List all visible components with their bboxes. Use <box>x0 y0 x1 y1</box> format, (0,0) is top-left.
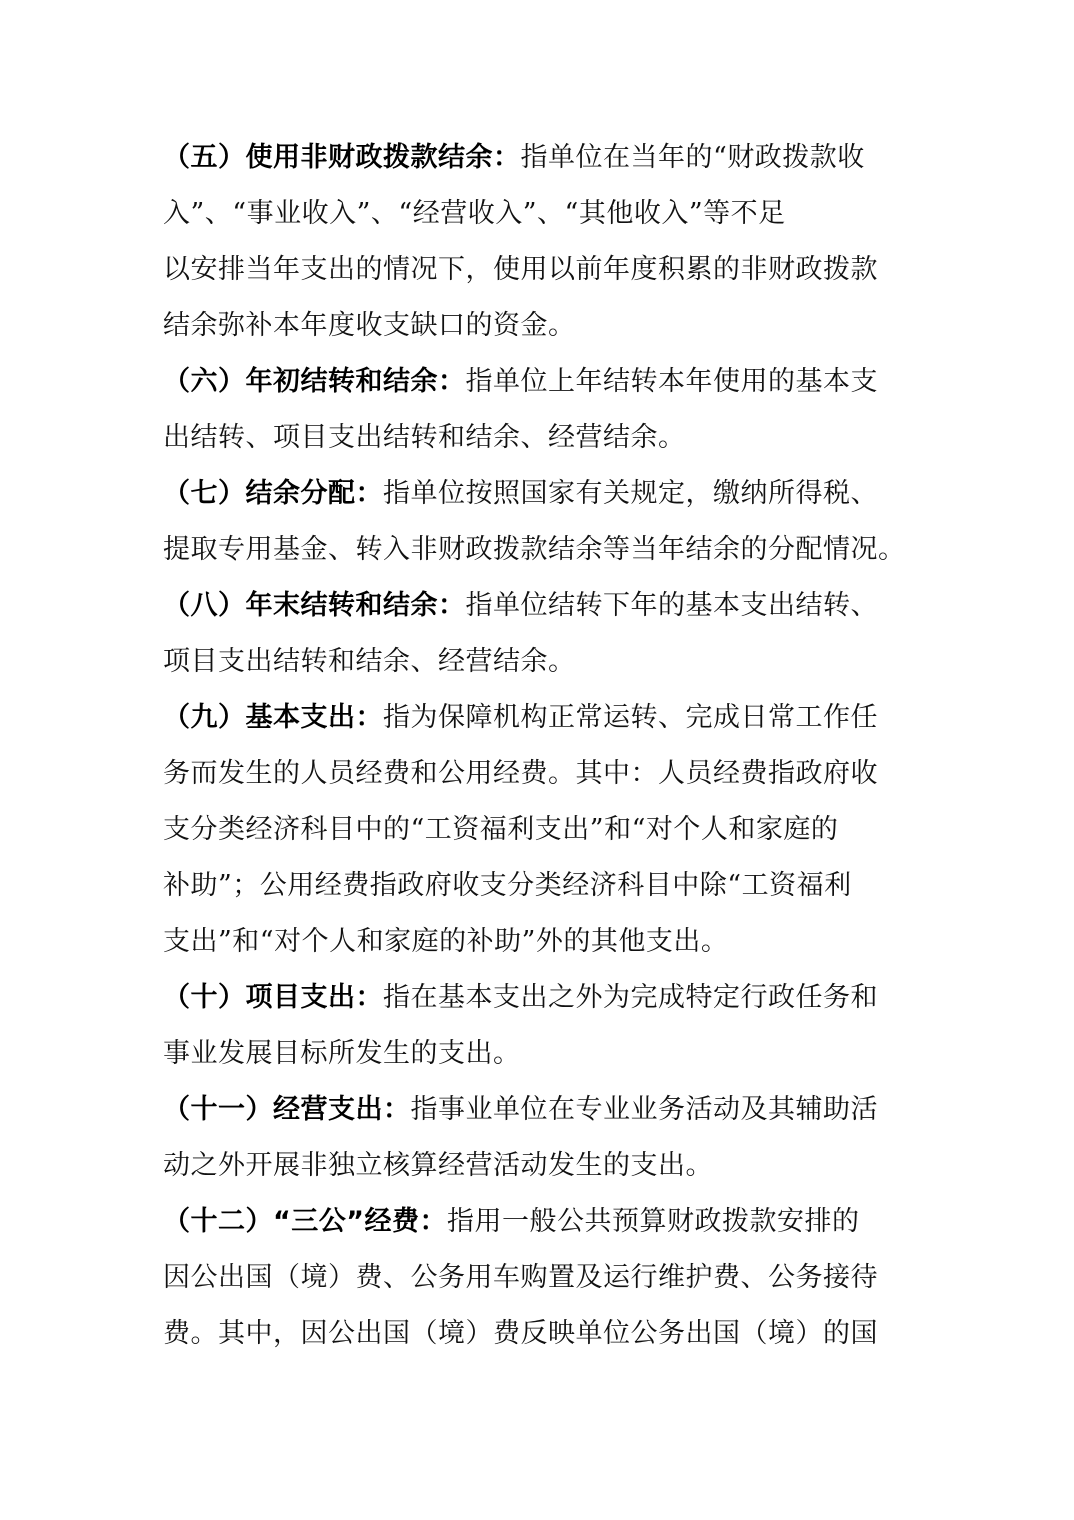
text-line: 补助”；公用经费指政府收支分类经济科目中除“工资福利 <box>163 870 852 901</box>
text-line: 动之外开展非独立核算经营活动发生的支出。 <box>163 1150 713 1181</box>
text-line <box>163 1194 923 1250</box>
text-line: 支分类经济科目中的“工资福利支出”和“对个人和家庭的 <box>163 814 839 845</box>
definition-text: 指用一般公共预算财政拨款安排的 <box>447 1206 860 1237</box>
text-line: 结余弥补本年度收支缺口的资金。 <box>163 310 576 341</box>
text-line <box>163 970 923 1026</box>
definition-text: 指为保障机构正常运转、完成日常工作任 <box>383 702 878 733</box>
term-heading: （九）基本支出： <box>163 702 383 733</box>
definition-text: 指单位按照国家有关规定，缴纳所得税、 <box>383 478 878 509</box>
term-heading: （六）年初结转和结余： <box>163 366 466 397</box>
text-line <box>163 690 923 746</box>
text-line: 以安排当年支出的情况下，使用以前年度积累的非财政拨款 <box>163 254 878 285</box>
paragraph-section-6 <box>163 354 923 466</box>
definition-text: 指单位结转下年的基本支出结转、 <box>465 590 878 621</box>
text-line: 务而发生的人员经费和公用经费。其中：人员经费指政府收 <box>163 758 878 789</box>
paragraph-section-8 <box>163 578 923 690</box>
definition-text: 指单位在当年的“财政拨款收 <box>520 142 865 173</box>
document-body <box>163 130 923 1362</box>
text-line <box>163 130 923 186</box>
definition-text: 指事业单位在专业业务活动及其辅助活 <box>410 1094 878 1125</box>
term-heading: （十一）经营支出： <box>163 1094 411 1125</box>
paragraph-section-10 <box>163 970 923 1082</box>
definition-text: 指单位上年结转本年使用的基本支 <box>465 366 878 397</box>
paragraph-section-7 <box>163 466 923 578</box>
text-line <box>163 1082 923 1138</box>
text-line: 提取专用基金、转入非财政拨款结余等当年结余的分配情况。 <box>163 534 906 565</box>
definition-text: 指在基本支出之外为完成特定行政任务和 <box>383 982 878 1013</box>
term-heading: （七）结余分配： <box>163 478 383 509</box>
text-line <box>163 578 923 634</box>
text-line <box>163 354 923 410</box>
text-line: 因公出国（境）费、公务用车购置及运行维护费、公务接待 <box>163 1262 878 1293</box>
text-line: 入”、“事业收入”、“经营收入”、“其他收入”等不足 <box>163 198 786 229</box>
term-heading: （八）年末结转和结余： <box>163 590 466 621</box>
text-line: 费。其中，因公出国（境）费反映单位公务出国（境）的国 <box>163 1318 878 1349</box>
term-heading: （五）使用非财政拨款结余： <box>163 142 521 173</box>
paragraph-section-12 <box>163 1194 923 1362</box>
paragraph-section-9 <box>163 690 923 970</box>
text-line: 事业发展目标所发生的支出。 <box>163 1038 521 1069</box>
term-heading: （十二）“三公”经费： <box>163 1206 447 1237</box>
text-line: 出结转、项目支出结转和结余、经营结余。 <box>163 422 686 453</box>
text-line: 支出”和“对个人和家庭的补助”外的其他支出。 <box>163 926 729 957</box>
paragraph-section-11 <box>163 1082 923 1194</box>
term-heading: （十）项目支出： <box>163 982 383 1013</box>
text-line: 项目支出结转和结余、经营结余。 <box>163 646 576 677</box>
paragraph-section-5 <box>163 130 923 354</box>
text-line <box>163 466 923 522</box>
